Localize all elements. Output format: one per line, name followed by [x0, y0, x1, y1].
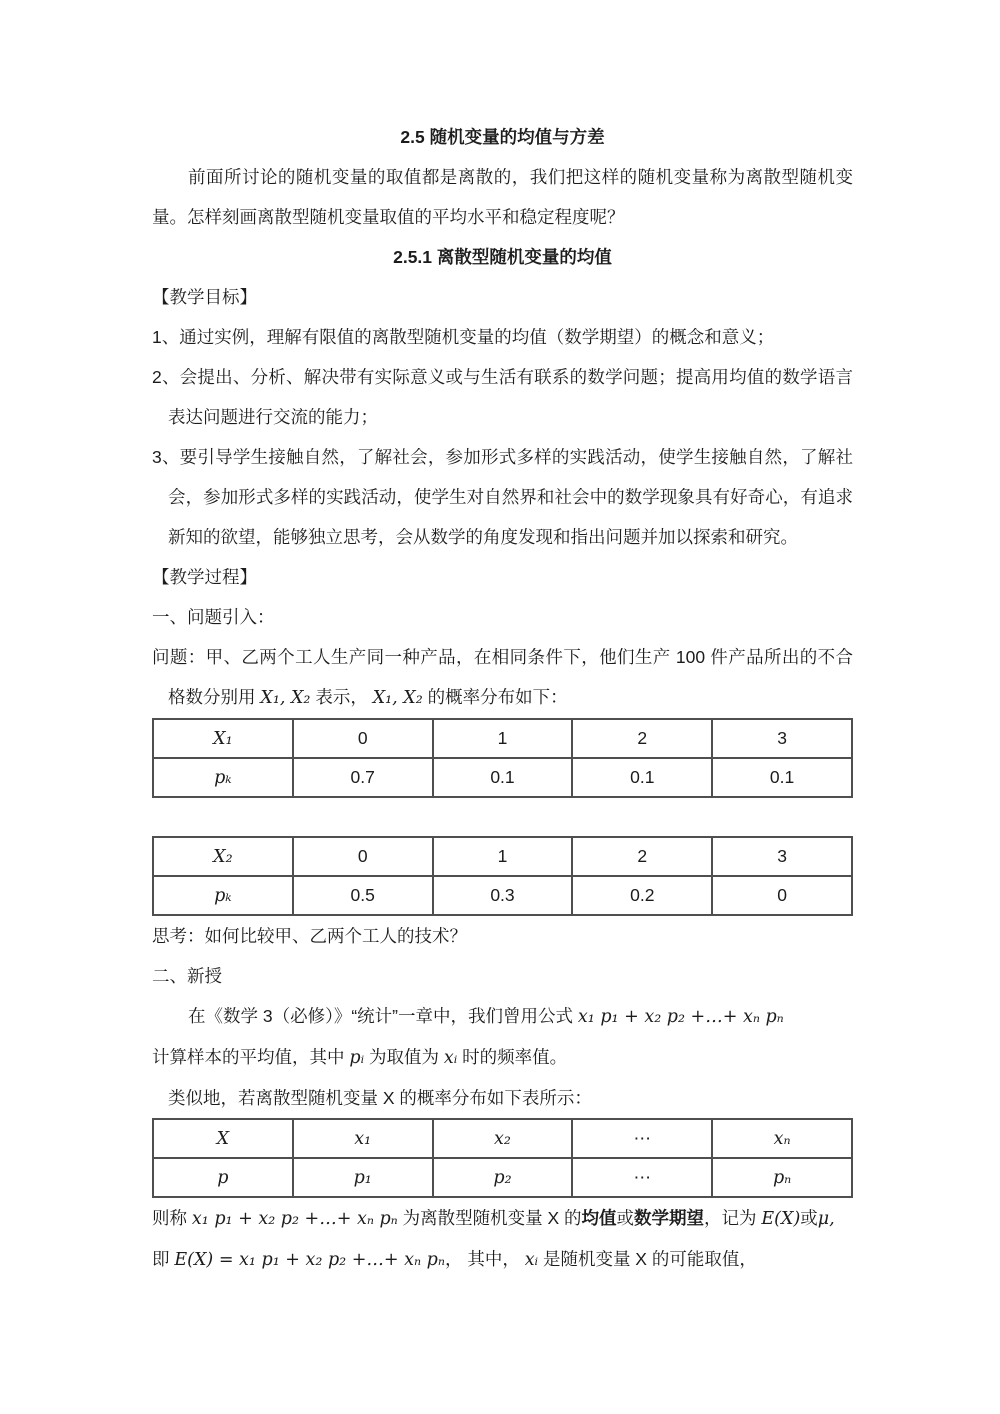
table-cell: 2: [572, 719, 712, 758]
table-row: [153, 1119, 852, 1158]
distribution-table-x1: [152, 718, 853, 798]
table-cell: X₂: [153, 837, 293, 876]
text-segment: 为取值为: [364, 1047, 444, 1067]
goal-item-2: 2、会提出、分析、解决带有实际意义或与生活有联系的数学问题；提高用均值的数学语言表达问题进行交流的能力；: [152, 367, 853, 427]
table-cell: pₖ: [153, 758, 293, 797]
text-segment: 即: [152, 1249, 175, 1269]
table-cell: x₁: [293, 1119, 433, 1158]
goal-item-1: 1、通过实例，理解有限值的离散型随机变量的均值（数学期望）的概念和意义；: [152, 327, 775, 347]
formula-intro-paragraph: [152, 996, 853, 1037]
table-row: [153, 1158, 852, 1197]
text-segment: x₁ p₁ + x₂ p₂ +…+ xₙ pₙ: [577, 1007, 784, 1027]
table-cell: 0: [293, 719, 433, 758]
similar-case-paragraph: 类似地，若离散型随机变量 X 的概率分布如下表所示：: [168, 1088, 592, 1108]
table-cell: p₂: [433, 1158, 573, 1197]
table-cell: 0.1: [712, 758, 852, 797]
text-segment: 是随机变量 X 的可能取值，: [538, 1249, 757, 1269]
table-cell: 3: [712, 837, 852, 876]
table-cell: pₖ: [153, 876, 293, 915]
text-segment: μ,: [817, 1209, 835, 1229]
text-segment: 或: [800, 1208, 818, 1228]
table-cell: 0.1: [433, 758, 573, 797]
text-segment: 或: [616, 1208, 635, 1228]
table-cell: 1: [433, 719, 573, 758]
mean-calculation-paragraph: [152, 1037, 853, 1078]
section2-heading: 二、新授: [152, 966, 222, 986]
text-segment: ，记为: [704, 1208, 762, 1228]
table-cell: ⋯: [572, 1119, 712, 1158]
table-cell: x₂: [433, 1119, 573, 1158]
table-cell: 2: [572, 837, 712, 876]
text-segment: X₁, X₂: [372, 688, 423, 708]
definition-paragraph: [152, 1198, 853, 1239]
document-title: 2.5 随机变量的均值与方差: [400, 127, 605, 147]
table-cell: 0.2: [572, 876, 712, 915]
text-segment: xᵢ: [443, 1048, 458, 1068]
table-cell: xₙ: [712, 1119, 852, 1158]
table-cell: 0.7: [293, 758, 433, 797]
text-segment: 为离散型随机变量 X 的: [397, 1208, 582, 1228]
text-segment: pᵢ: [349, 1048, 365, 1068]
table-row: [153, 719, 852, 758]
table-cell: 3: [712, 719, 852, 758]
text-segment: x₁ p₁ + x₂ p₂ +…+ xₙ pₙ: [191, 1209, 398, 1229]
table-row: [153, 758, 852, 797]
text-segment: 问题：甲、乙两个工人生产同一种产品，在相同条件下，他们生产 100 件产品所出的不合格数分别用: [152, 647, 853, 707]
text-segment: X₁, X₂: [260, 688, 311, 708]
table-cell: X: [153, 1119, 293, 1158]
intro-paragraph: 前面所讨论的随机变量的取值都是离散的，我们把这样的随机变量称为离散型随机变量。怎样刻画离散型随机变量取值的平均水平和稳定程度呢？: [152, 167, 853, 227]
text-segment: xᵢ: [524, 1250, 539, 1270]
goal-item-3: 3、要引导学生接触自然，了解社会，参加形式多样的实践活动，使学生接触自然，了解社会，参加形式多样的实践活动，使学生对自然界和社会中的数学现象具有好奇心，有追求新知的欲望，能够独立思考，会从数学的角度发现和指出问题并加以探索和研究。: [152, 447, 853, 547]
section1-heading: 一、问题引入：: [152, 607, 275, 627]
section-subtitle: 2.5.1 离散型随机变量的均值: [393, 247, 612, 267]
teaching-goals-header: 【教学目标】: [152, 287, 257, 307]
text-segment: 时的频率值。: [457, 1047, 568, 1067]
thinking-question: 思考：如何比较甲、乙两个工人的技术？: [152, 926, 467, 946]
problem-paragraph: [152, 637, 853, 718]
text-segment: E(X) = x₁ p₁ + x₂ p₂ +…+ xₙ pₙ: [174, 1250, 445, 1270]
general-distribution-table: [152, 1118, 853, 1198]
text-segment: 在《数学 3（必修）》“统计”一章中，我们曾用公式: [188, 1006, 578, 1026]
table-cell: 0: [712, 876, 852, 915]
table-cell: ⋯: [572, 1158, 712, 1197]
table-cell: 0.1: [572, 758, 712, 797]
table-cell: 0.3: [433, 876, 573, 915]
text-segment: 则称: [152, 1208, 192, 1228]
distribution-table-x2: [152, 836, 853, 916]
text-segment: 计算样本的平均值，其中: [152, 1047, 350, 1067]
table-row: [153, 837, 852, 876]
table-row: [153, 876, 852, 915]
expectation-formula-paragraph: [152, 1239, 853, 1280]
table-cell: 0.5: [293, 876, 433, 915]
text-segment: E(X): [761, 1209, 801, 1229]
text-segment: 的概率分布如下：: [422, 687, 568, 707]
table-cell: 0: [293, 837, 433, 876]
text-segment: ， 其中，: [444, 1249, 525, 1269]
text-segment: 均值: [581, 1208, 617, 1228]
table-cell: pₙ: [712, 1158, 852, 1197]
table-cell: p₁: [293, 1158, 433, 1197]
text-segment: 表示，: [310, 687, 373, 707]
table-cell: 1: [433, 837, 573, 876]
text-segment: 数学期望: [634, 1208, 705, 1228]
table-cell: p: [153, 1158, 293, 1197]
table-cell: X₁: [153, 719, 293, 758]
teaching-process-header: 【教学过程】: [152, 567, 257, 587]
